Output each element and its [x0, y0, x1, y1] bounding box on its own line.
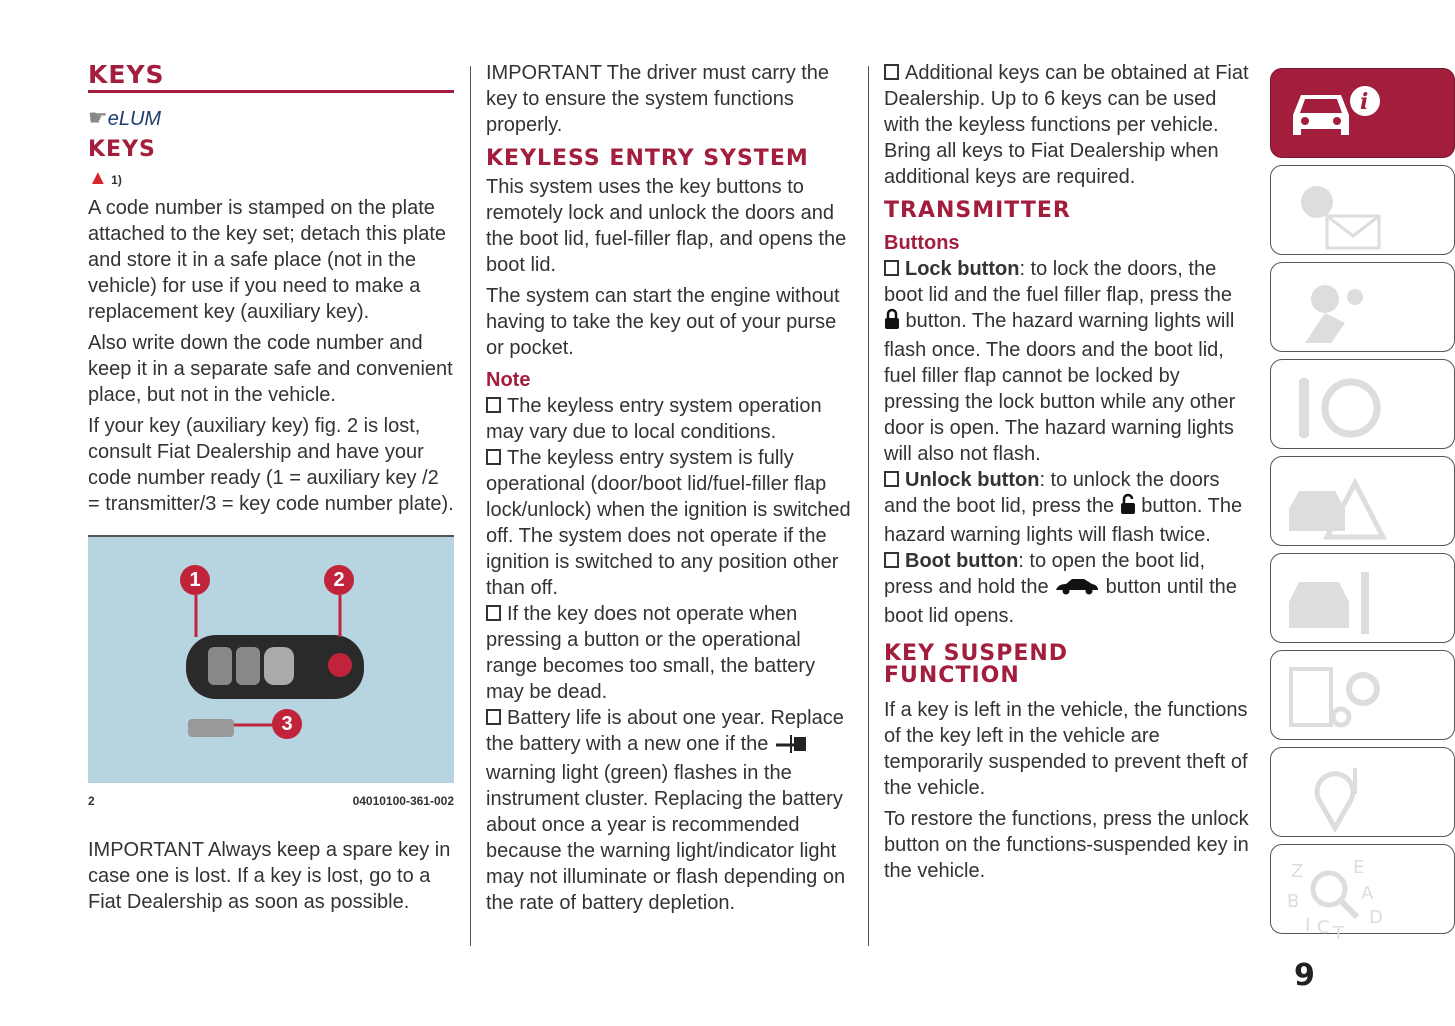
figure-number: 2	[88, 794, 95, 808]
callout-1: 1	[180, 565, 210, 595]
paragraph: The system can start the engine without having to take the key out of your purse or pocket.	[486, 285, 840, 359]
unlock-icon	[1120, 493, 1136, 522]
tab-maintenance[interactable]	[1270, 553, 1455, 643]
key-steering-icon	[1285, 368, 1395, 443]
bullet: The keyless entry system operation may vary due to local conditions.	[486, 395, 822, 443]
callout-2: 2	[324, 565, 354, 595]
index-letter: D	[1369, 907, 1383, 928]
boot-car-icon	[1054, 576, 1100, 603]
car-warning-icon	[1285, 465, 1395, 540]
section-heading: KEY SUSPEND FUNCTION	[884, 641, 1069, 688]
column-3	[884, 60, 1252, 889]
title-rule	[88, 90, 454, 93]
column-divider	[470, 66, 471, 946]
paragraph: If your key (auxiliary key) fig. 2 is lost, consult Fiat Dealership and have your code number ready (1 = auxiliary key /2 = transmitter/3 = key code number plate).	[88, 415, 454, 515]
bullet: Battery life is about one year. Replace the battery with a new one if the warning light (green) flashes in the instrument cluster. Replacing the battery about once a year is recommended because the warning light/indicator light may not illuminate or flash depending on the rate of battery depletion.	[486, 707, 846, 914]
index-letter: T	[1333, 923, 1344, 944]
car-wrench-icon	[1285, 562, 1395, 637]
svg-text:i: i	[1360, 89, 1369, 115]
multimedia-pin-icon	[1285, 756, 1395, 831]
column-1	[88, 60, 454, 920]
figure-code: 04010100-361-002	[352, 794, 454, 808]
paragraph: This system uses the key buttons to remotely lock and unlock the doors and the boot lid, fuel-filler flap, and opens the boot lid.	[486, 176, 847, 276]
warning-ref: ▲ 1)	[88, 167, 122, 189]
bullet: The keyless entry system is fully operational (door/boot lid/fuel-filler flap lock/unlock) when the ignition is switched off. The system does not operate if the ignition is switched to any position other than off.	[486, 447, 851, 599]
column-2	[486, 60, 856, 916]
bullet-lock: Lock button: to lock the doors, the boot lid and the fuel filler flap, press the button. The hazard warning lights will flash once. The doors and the boot lid, fuel filler flap cannot be locked by pressing the lock button while any other door is open. The hazard warning lights will also not flash.	[884, 258, 1236, 465]
tab-safety[interactable]	[1270, 262, 1455, 352]
warning-triangle-icon: ▲	[88, 167, 108, 189]
buttons-heading: Buttons	[884, 232, 960, 254]
column-divider	[868, 66, 869, 946]
index-letter: E	[1353, 857, 1365, 878]
bullet-unlock: Unlock button: to unlock the doors and the boot lid, press the button. The hazard warning lights will flash twice.	[884, 469, 1243, 546]
tab-vehicle-info[interactable]	[1270, 68, 1455, 158]
tab-index[interactable]	[1270, 844, 1455, 944]
page-number: 9	[1294, 958, 1315, 993]
bullet: If the key does not operate when pressing a button or the operational range becomes too small, the battery may be dead.	[486, 603, 816, 703]
airbag-icon	[1285, 271, 1395, 346]
document-gear-icon	[1285, 659, 1395, 734]
figure-key	[88, 535, 454, 783]
figure-caption	[88, 793, 454, 809]
index-letter: C	[1317, 917, 1330, 938]
tab-technical-data[interactable]	[1270, 650, 1455, 740]
elum-logo: ☛eLUM	[88, 105, 162, 130]
index-letter: I	[1305, 915, 1311, 936]
key-fob-illustration	[88, 537, 454, 783]
paragraph: If a key is left in the vehicle, the functions of the key left in the vehicle are temporarily suspended to prevent theft of the vehicle.	[884, 699, 1248, 799]
paragraph: To restore the functions, press the unlock button on the functions-suspended key in the vehicle.	[884, 808, 1249, 882]
car-info-icon	[1285, 77, 1405, 147]
note-heading: Note	[486, 369, 531, 391]
bullet: Additional keys can be obtained at Fiat Dealership. Up to 6 keys can be used with the keyless functions per vehicle. Bring all keys to Fiat Dealership when additional keys are required.	[884, 62, 1249, 188]
paragraph: Also write down the code number and keep it in a separate safe and convenient place, but not in the vehicle.	[88, 332, 453, 406]
tab-starting-driving[interactable]	[1270, 359, 1455, 449]
paragraph: IMPORTANT The driver must carry the key to ensure the system functions properly.	[486, 62, 830, 136]
light-envelope-icon	[1285, 174, 1395, 249]
section-title: KEYS	[88, 60, 165, 89]
paragraph: A code number is stamped on the plate attached to the key set; detach this plate and store it in a safe place (not in the vehicle) for use if you need to make a replacement key (auxiliary key).	[88, 197, 447, 323]
tab-dashboard[interactable]	[1270, 165, 1455, 255]
index-letter: A	[1361, 883, 1374, 904]
subsection-title: KEYS	[88, 137, 156, 162]
tab-multimedia[interactable]	[1270, 747, 1455, 837]
bullet-boot: Boot button: to open the boot lid, press and hold the button until the boot lid opens.	[884, 550, 1237, 627]
pointing-hand-icon: ☛	[88, 105, 108, 130]
callout-3: 3	[272, 709, 302, 739]
lock-icon	[884, 308, 900, 337]
index-letter: Z	[1291, 861, 1304, 882]
key-warning-light-icon	[774, 733, 808, 760]
index-search-icon	[1285, 853, 1395, 944]
section-heading: TRANSMITTER	[884, 198, 1071, 223]
tab-emergency[interactable]	[1270, 456, 1455, 546]
section-heading: KEYLESS ENTRY SYSTEM	[486, 146, 809, 171]
index-letter: B	[1287, 891, 1300, 912]
paragraph: IMPORTANT Always keep a spare key in case one is lost. If a key is lost, go to a Fiat Dealership as soon as possible.	[88, 839, 451, 913]
